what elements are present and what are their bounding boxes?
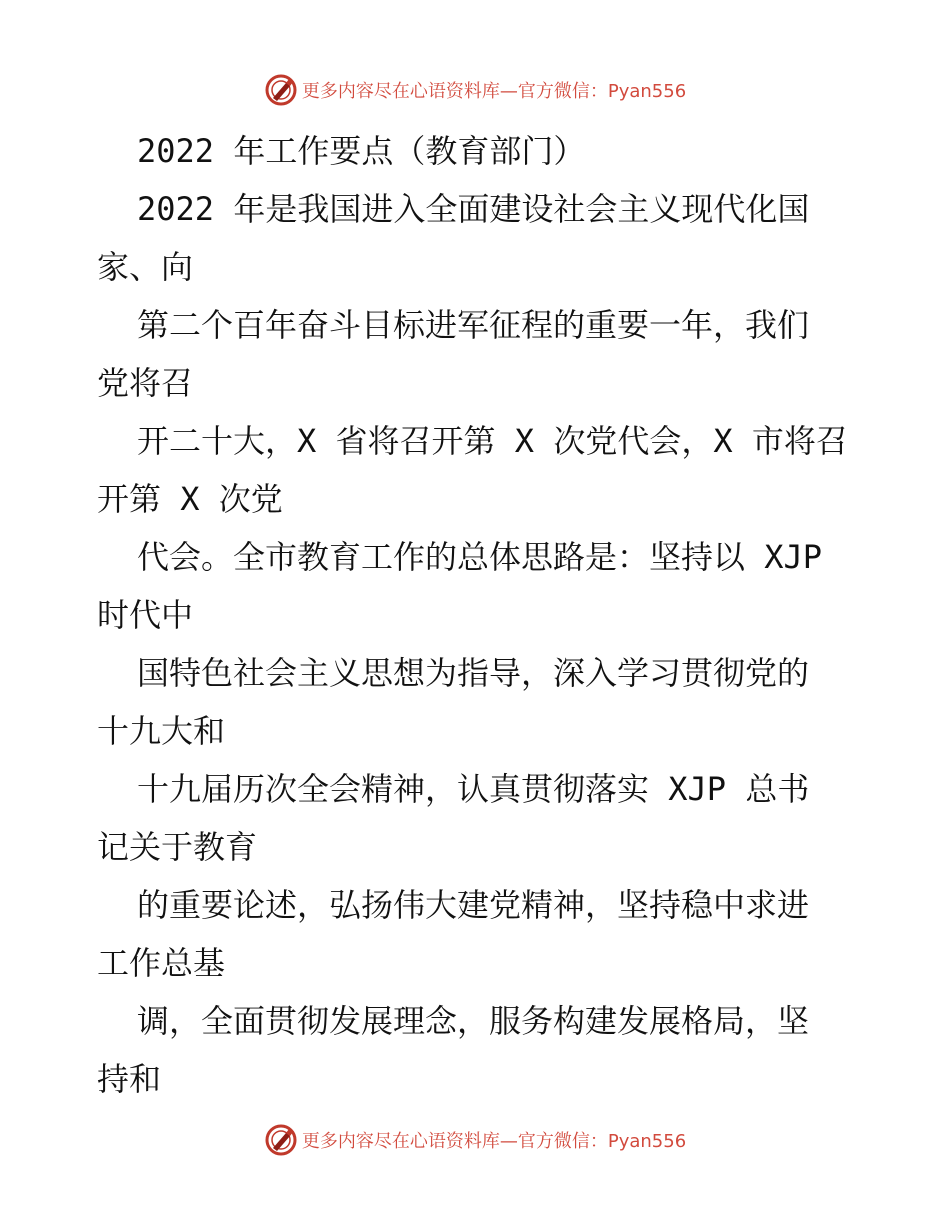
text-line: 十九大和 [97,712,226,750]
text-line: 开二十大，X 省将召开第 X 次党代会，X 市将召 [137,422,848,460]
document-title: 2022 年工作要点（教育部门） [137,132,586,170]
footer-banner [0,1120,950,1160]
text-line: 党将召 [97,364,194,402]
pen-nib-seal-icon [264,73,298,107]
pen-nib-seal-icon [264,1123,298,1157]
text-line: 记关于教育 [97,828,258,866]
text-line: 的重要论述，弘扬伟大建党精神，坚持稳中求进 [137,886,810,924]
text-line: 代会。全市教育工作的总体思路是：坚持以 XJP [137,538,823,576]
text-line: 家、向 [97,248,194,286]
header-banner-text: 更多内容尽在心语资料库—官方微信：Pyan556 [301,81,687,102]
text-line: 十九届历次全会精神，认真贯彻落实 XJP 总书 [137,770,810,808]
text-line: 2022 年是我国进入全面建设社会主义现代化国 [137,190,810,228]
text-line: 时代中 [97,596,194,634]
footer-banner-text: 更多内容尽在心语资料库—官方微信：Pyan556 [301,1131,687,1152]
text-line: 国特色社会主义思想为指导，深入学习贯彻党的 [137,654,810,692]
text-line: 第二个百年奋斗目标进军征程的重要一年，我们 [137,306,810,344]
header-banner [0,70,950,110]
text-line: 持和 [97,1060,162,1098]
document-body [97,122,857,1108]
text-line: 工作总基 [97,944,226,982]
text-line: 调，全面贯彻发展理念，服务构建发展格局，坚 [137,1002,810,1040]
text-line: 开第 X 次党 [97,480,283,518]
